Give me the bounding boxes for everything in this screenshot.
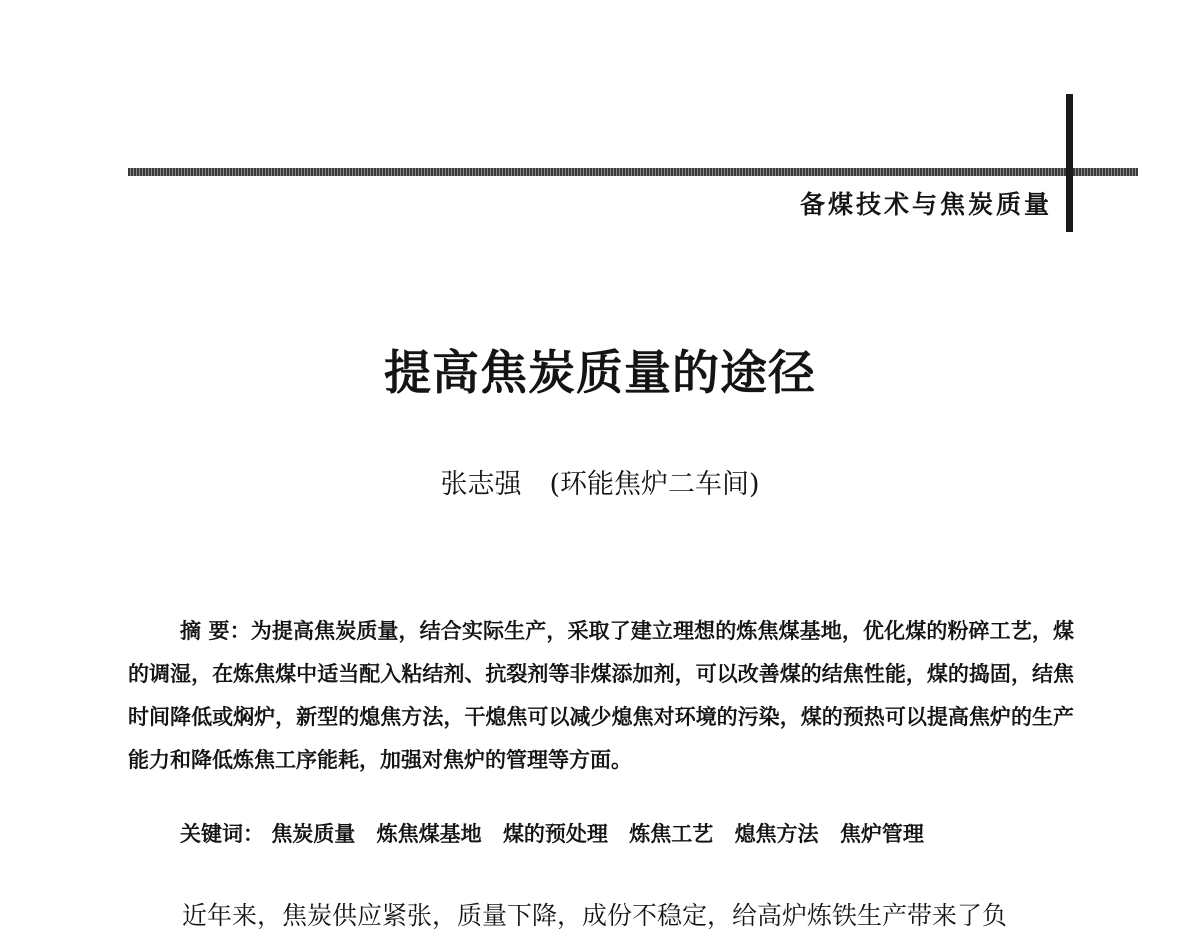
keyword: 炼焦工艺 <box>629 822 714 846</box>
keywords-label: 关键词： <box>180 822 264 846</box>
article-title: 提高焦炭质量的途径 <box>384 346 816 401</box>
keywords <box>180 818 938 848</box>
section-header: 备煤技术与焦炭质量 <box>799 190 1052 219</box>
abstract-text: 为提高焦炭质量，结合实际生产，采取了建立理想的炼焦煤基地，优化煤的粉碎工艺，煤的调湿，在炼焦煤中适当配入粘结剂、抗裂剂等非煤添加剂，可以改善煤的结焦性能，煤的捣固，结焦时间降低或焖炉，新型的熄焦方法，干熄焦可以减少熄焦对环境的污染，煤的预热可以提高焦炉的生产能力和降低炼焦工序能耗，加强对焦炉的管理等方面。 <box>128 619 1075 772</box>
keyword: 煤的预处理 <box>502 822 608 846</box>
body-paragraph: 近年来，焦炭供应紧张，质量下降，成份不稳定，给高炉炼铁生产带来了负 <box>182 901 1008 930</box>
header-horizontal-rule <box>128 168 1138 176</box>
keyword: 熄焦方法 <box>734 822 819 846</box>
author-affiliation: (环能焦炉二车间) <box>549 469 760 500</box>
keyword: 炼焦煤基地 <box>376 822 482 846</box>
byline <box>0 462 1200 501</box>
header-vertical-rule <box>1066 94 1073 232</box>
keyword: 焦炉管理 <box>839 822 924 846</box>
author-name: 张志强 <box>440 469 522 500</box>
abstract <box>128 610 1074 782</box>
keyword: 焦炭质量 <box>271 822 356 846</box>
abstract-label: 摘 要： <box>180 619 251 643</box>
